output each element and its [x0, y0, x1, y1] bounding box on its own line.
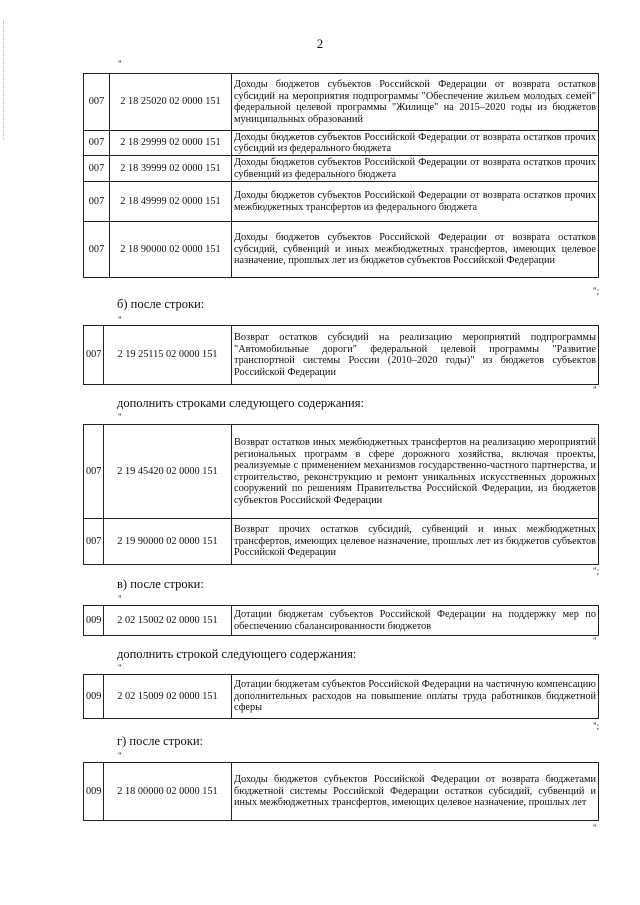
- table-row: [84, 425, 599, 519]
- income-name-cell: Доходы бюджетов субъектов Российской Федерации от возврата остатков прочих субсидий из федерального бюджета: [232, 131, 599, 156]
- income-code-table: [83, 762, 599, 821]
- opening-quote: ": [118, 594, 122, 604]
- budget-code-cell: 2 18 25020 02 0000 151: [110, 74, 232, 131]
- income-name-cell: Доходы бюджетов субъектов Российской Федерации от возврата остатков субсидий на мероприятия подпрограммы "Обеспечение жильем молодых семей" федеральной целевой программы "Жилище" на 2015–2020 годы из бюджетов муниципальных образований: [232, 74, 599, 131]
- budget-code-cell: 2 02 15002 02 0000 151: [104, 606, 232, 636]
- table-row: [84, 763, 599, 821]
- budget-code-cell: 2 19 45420 02 0000 151: [104, 425, 232, 519]
- table-row: [84, 222, 599, 278]
- closing-quote: ";: [593, 286, 600, 296]
- opening-quote: ": [118, 412, 122, 422]
- admin-code-cell: 007: [84, 131, 110, 156]
- table-row: [84, 519, 599, 565]
- table-row: [84, 326, 599, 385]
- paragraph-add-rows: дополнить строками следующего содержания:: [117, 396, 364, 410]
- table-row: [84, 182, 599, 222]
- closing-quote: ";: [593, 566, 600, 576]
- income-name-cell: Возврат остатков иных межбюджетных трансфертов на реализацию мероприятий региональных программ в сфере дорожного хозяйства, включая проекты, реализуемые с применением механизмов государственно-частного партнерства, и строительство, реконструкцию и ремонт уникальных искусственных дорожных сооружений по решениям Правительства Российской Федерации, из бюджетов субъектов Российской Федерации: [232, 425, 599, 519]
- closing-quote: ";: [593, 721, 600, 731]
- income-code-table: [83, 424, 599, 565]
- income-name-cell: Доходы бюджетов субъектов Российской Федерации от возврата бюджетами бюджетной системы Российской Федерации остатков субсидий, субвенций и иных межбюджетных трансфертов, имеющих целевое назначение, прошлых лет: [232, 763, 599, 821]
- income-code-table: [83, 73, 599, 278]
- paragraph-v: в) после строки:: [117, 577, 204, 591]
- budget-code-cell: 2 18 90000 02 0000 151: [110, 222, 232, 278]
- income-code-table: [83, 325, 599, 385]
- page-number: 2: [316, 36, 324, 51]
- budget-code-cell: 2 18 29999 02 0000 151: [110, 131, 232, 156]
- budget-code-cell: 2 02 15009 02 0000 151: [104, 675, 232, 719]
- income-code-table: [83, 605, 599, 636]
- admin-code-cell: 007: [84, 425, 104, 519]
- admin-code-cell: 007: [84, 182, 110, 222]
- admin-code-cell: 007: [84, 222, 110, 278]
- income-code-table: [83, 674, 599, 719]
- closing-quote: ": [593, 385, 597, 395]
- table-row: [84, 156, 599, 182]
- admin-code-cell: 009: [84, 675, 104, 719]
- closing-quote: ": [593, 636, 597, 646]
- admin-code-cell: 009: [84, 763, 104, 821]
- admin-code-cell: 007: [84, 519, 104, 565]
- table-row: [84, 74, 599, 131]
- budget-code-cell: 2 18 39999 02 0000 151: [110, 156, 232, 182]
- income-name-cell: Дотации бюджетам субъектов Российской Федерации на частичную компенсацию дополнительных расходов на повышение оплаты труда работников бюджетной сферы: [232, 675, 599, 719]
- closing-quote: ": [593, 823, 597, 833]
- budget-code-cell: 2 18 00000 02 0000 151: [104, 763, 232, 821]
- income-name-cell: Доходы бюджетов субъектов Российской Федерации от возврата остатков прочих субвенций из федерального бюджета: [232, 156, 599, 182]
- paragraph-g: г) после строки:: [117, 734, 204, 748]
- admin-code-cell: 007: [84, 74, 110, 131]
- budget-code-cell: 2 18 49999 02 0000 151: [110, 182, 232, 222]
- admin-code-cell: 009: [84, 606, 104, 636]
- opening-quote: ": [118, 751, 122, 761]
- budget-code-cell: 2 19 25115 02 0000 151: [104, 326, 232, 385]
- income-name-cell: Дотации бюджетам субъектов Российской Федерации на поддержку мер по обеспечению сбалансированности бюджетов: [232, 606, 599, 636]
- paragraph-add-row: дополнить строкой следующего содержания:: [117, 647, 357, 661]
- paragraph-b: б) после строки:: [117, 297, 205, 311]
- income-name-cell: Возврат прочих остатков субсидий, субвенций и иных межбюджетных трансфертов, имеющих целевое назначение, прошлых лет из бюджетов субъектов Российской Федерации: [232, 519, 599, 565]
- opening-quote: ": [118, 59, 122, 69]
- opening-quote: ": [118, 315, 122, 325]
- admin-code-cell: 007: [84, 156, 110, 182]
- opening-quote: ": [118, 663, 122, 673]
- table-row: [84, 675, 599, 719]
- budget-code-cell: 2 19 90000 02 0000 151: [104, 519, 232, 565]
- table-row: [84, 131, 599, 156]
- admin-code-cell: 007: [84, 326, 104, 385]
- income-name-cell: Доходы бюджетов субъектов Российской Федерации от возврата остатков прочих межбюджетных трансфертов из федерального бюджета: [232, 182, 599, 222]
- income-name-cell: Возврат остатков субсидий на реализацию мероприятий подпрограммы "Автомобильные дороги" федеральной целевой программы "Развитие транспортной системы России (2010–2020 годы)" из бюджетов субъектов Российской Федерации: [232, 326, 599, 385]
- income-name-cell: Доходы бюджетов субъектов Российской Федерации от возврата остатков субсидий, субвенций и иных межбюджетных трансфертов, имеющих целевое назначение, прошлых лет из бюджетов субъектов Российской Федерации: [232, 222, 599, 278]
- table-row: [84, 606, 599, 636]
